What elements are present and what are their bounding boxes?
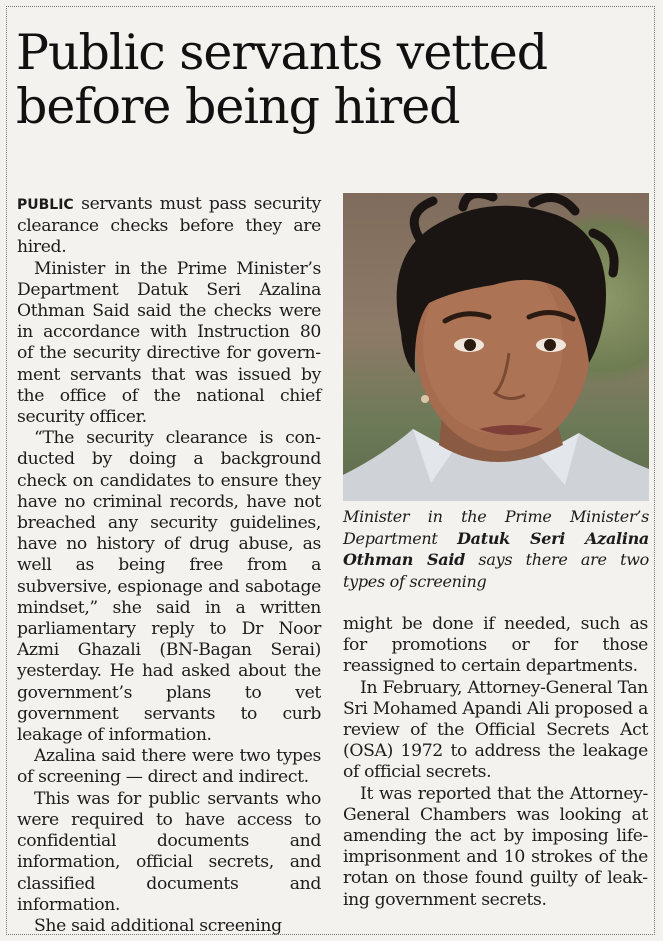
headline bbox=[16, 26, 636, 134]
headline-line-1: Public servants vetted bbox=[16, 24, 548, 81]
body-paragraph: This was for public servants who were required to have access to confidential documents and information, official secrets, and classified documents and information. bbox=[17, 788, 321, 915]
body-paragraph: It was reported that the Attorney-General Chambers was looking at amending the act by imposing life-imprisonment and 10 strokes of the rotan on those found guilty of leaking government secrets. bbox=[343, 783, 648, 910]
minister-photo bbox=[343, 193, 649, 501]
earring bbox=[421, 395, 429, 403]
body-paragraph: Azalina said there were two types of screening — direct and indirect. bbox=[17, 746, 321, 788]
kicker: PUBLIC bbox=[17, 197, 74, 213]
caption-name: Datuk Seri Azalina Othman Said bbox=[343, 528, 649, 569]
lead-text: servants must pass security clearance checks before they are hired. bbox=[17, 194, 321, 258]
left-pupil bbox=[464, 339, 476, 351]
article-column-left bbox=[17, 194, 321, 937]
body-paragraph: She said additional screening bbox=[34, 915, 282, 936]
right-pupil bbox=[544, 339, 556, 351]
caption-text-pre: Minister in the Prime Minister’s Department bbox=[343, 507, 649, 548]
portrait-illustration bbox=[343, 193, 649, 501]
body-paragraph: Minister in the Prime Minister’s Department Datuk Seri Azalina Othman Said said the checks were in accordance with Instruction 80 of the security directive for government servants that was issued by the office of the national chief security officer. bbox=[17, 258, 321, 428]
caption-text-post: says there are two types of screening bbox=[343, 550, 649, 591]
article-column-right bbox=[343, 614, 648, 911]
body-paragraph: “The security clearance is conducted by doing a background check on candidates to ensure they have no criminal records, have not breached any security guidelines, have no history of drug abuse, as well as being free from a subversive, espionage and sabotage mindset,” she said in a written parliamentary reply to Dr Noor Azmi Ghazali (BN-Bagan Serai) yesterday. He had asked about the government’s plans to vet government servants to curb leakage of information. bbox=[17, 428, 321, 746]
photo-caption bbox=[343, 506, 649, 592]
lead-paragraph bbox=[17, 194, 321, 259]
body-paragraph: might be done if needed, such as for promotions or for those reassigned to certain departments. bbox=[343, 614, 648, 677]
body-paragraph: In February, Attorney-General Tan Sri Mohamed Apandi Ali proposed a review of the Official Secrets Act (OSA) 1972 to address the leakage of official secrets. bbox=[343, 677, 648, 783]
headline-line-2: before being hired bbox=[16, 78, 460, 135]
